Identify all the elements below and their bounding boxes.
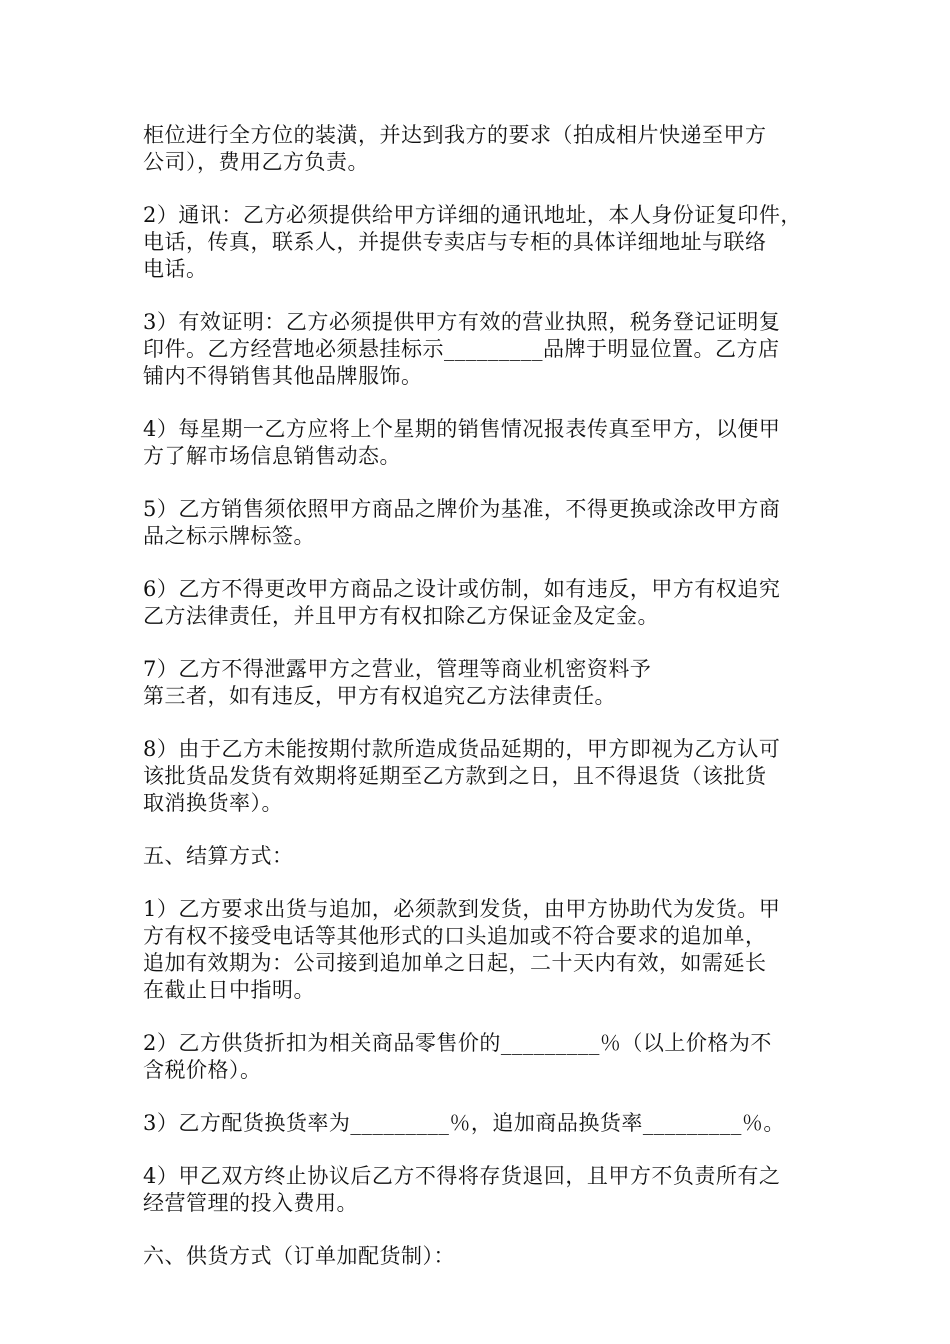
text-line: 六、供货方式（订单加配货制）：: [143, 1244, 455, 1268]
text-line: 8）由于乙方未能按期付款所造成货品延期的，甲方即视为乙方认可: [143, 737, 781, 761]
paragraph-clause-7-confidentiality: [143, 656, 815, 710]
text-line: 铺内不得销售其他品牌服饰。: [143, 364, 423, 388]
text-line: 柜位进行全方位的装潢，并达到我方的要求（拍成相片快递至甲方: [143, 123, 767, 147]
text-line: 4）甲乙双方终止协议后乙方不得将存货退回，且甲方不负责所有之: [143, 1164, 781, 1188]
paragraph-clause-5-pricing: [143, 496, 815, 550]
text-line: 追加有效期为：公司接到追加单之日起，二十天内有效，如需延长: [143, 951, 767, 975]
text-line: 3）有效证明：乙方必须提供甲方有效的营业执照，税务登记证明复: [143, 310, 781, 334]
text-line: 7）乙方不得泄露甲方之营业，管理等商业机密资料予: [143, 657, 652, 681]
text-line: 含税价格）。: [143, 1058, 262, 1082]
text-line: 2）乙方供货折扣为相关商品零售价的_________％（以上价格为不: [143, 1031, 772, 1055]
paragraph-clause-8-payment-delay: [143, 736, 815, 817]
text-line: 乙方法律责任，并且甲方有权扣除乙方保证金及定金。: [143, 604, 659, 628]
text-line: 取消换货率）。: [143, 791, 283, 815]
text-line: 3）乙方配货换货率为_________％，追加商品换货率_________％。: [143, 1111, 785, 1135]
text-line: 方有权不接受电话等其他形式的口头追加或不符合要求的追加单，: [143, 924, 767, 948]
text-line: 印件。乙方经营地必须悬挂标示_________品牌于明显位置。乙方店: [143, 337, 780, 361]
text-line: 方了解市场信息销售动态。: [143, 444, 401, 468]
paragraph-clause-6-design: [143, 576, 815, 630]
section-heading-supply-method: [143, 1243, 815, 1270]
text-line: 经营管理的投入费用。: [143, 1191, 358, 1215]
paragraph-settlement-3-exchange-rate: [143, 1110, 815, 1137]
paragraph-settlement-2-discount: [143, 1030, 815, 1084]
text-line: 6）乙方不得更改甲方商品之设计或仿制，如有违反，甲方有权追究: [143, 577, 781, 601]
text-line: 电话。: [143, 257, 208, 281]
text-line: 电话，传真，联系人，并提供专卖店与专柜的具体详细地址与联络: [143, 230, 767, 254]
paragraph-clause-4-sales-report: [143, 416, 815, 470]
text-line: 第三者，如有违反，甲方有权追究乙方法律责任。: [143, 684, 616, 708]
text-line: 品之标示牌标签。: [143, 524, 315, 548]
section-heading-settlement: [143, 843, 815, 870]
text-line: 五、结算方式：: [143, 844, 294, 868]
text-line: 1）乙方要求出货与追加，必须款到发货，由甲方协助代为发货。甲: [143, 897, 781, 921]
text-line: 在截止日中指明。: [143, 978, 315, 1002]
text-line: 该批货品发货有效期将延期至乙方款到之日，且不得退货（该批货: [143, 764, 767, 788]
paragraph-clause-2-communication: [143, 202, 815, 283]
text-line: 公司），费用乙方负责。: [143, 150, 369, 174]
text-line: 5）乙方销售须依照甲方商品之牌价为基准，不得更换或涂改甲方商: [143, 497, 781, 521]
paragraph-settlement-4-termination: [143, 1163, 815, 1217]
paragraph-settlement-1-orders: [143, 896, 815, 1004]
paragraph-clause-3-certificates: [143, 309, 815, 390]
paragraph-decoration: [143, 122, 815, 176]
text-line: 2）通讯：乙方必须提供给甲方详细的通讯地址，本人身份证复印件，: [143, 203, 802, 227]
text-line: 4）每星期一乙方应将上个星期的销售情况报表传真至甲方，以便甲: [143, 417, 781, 441]
document-page: [143, 122, 815, 1296]
